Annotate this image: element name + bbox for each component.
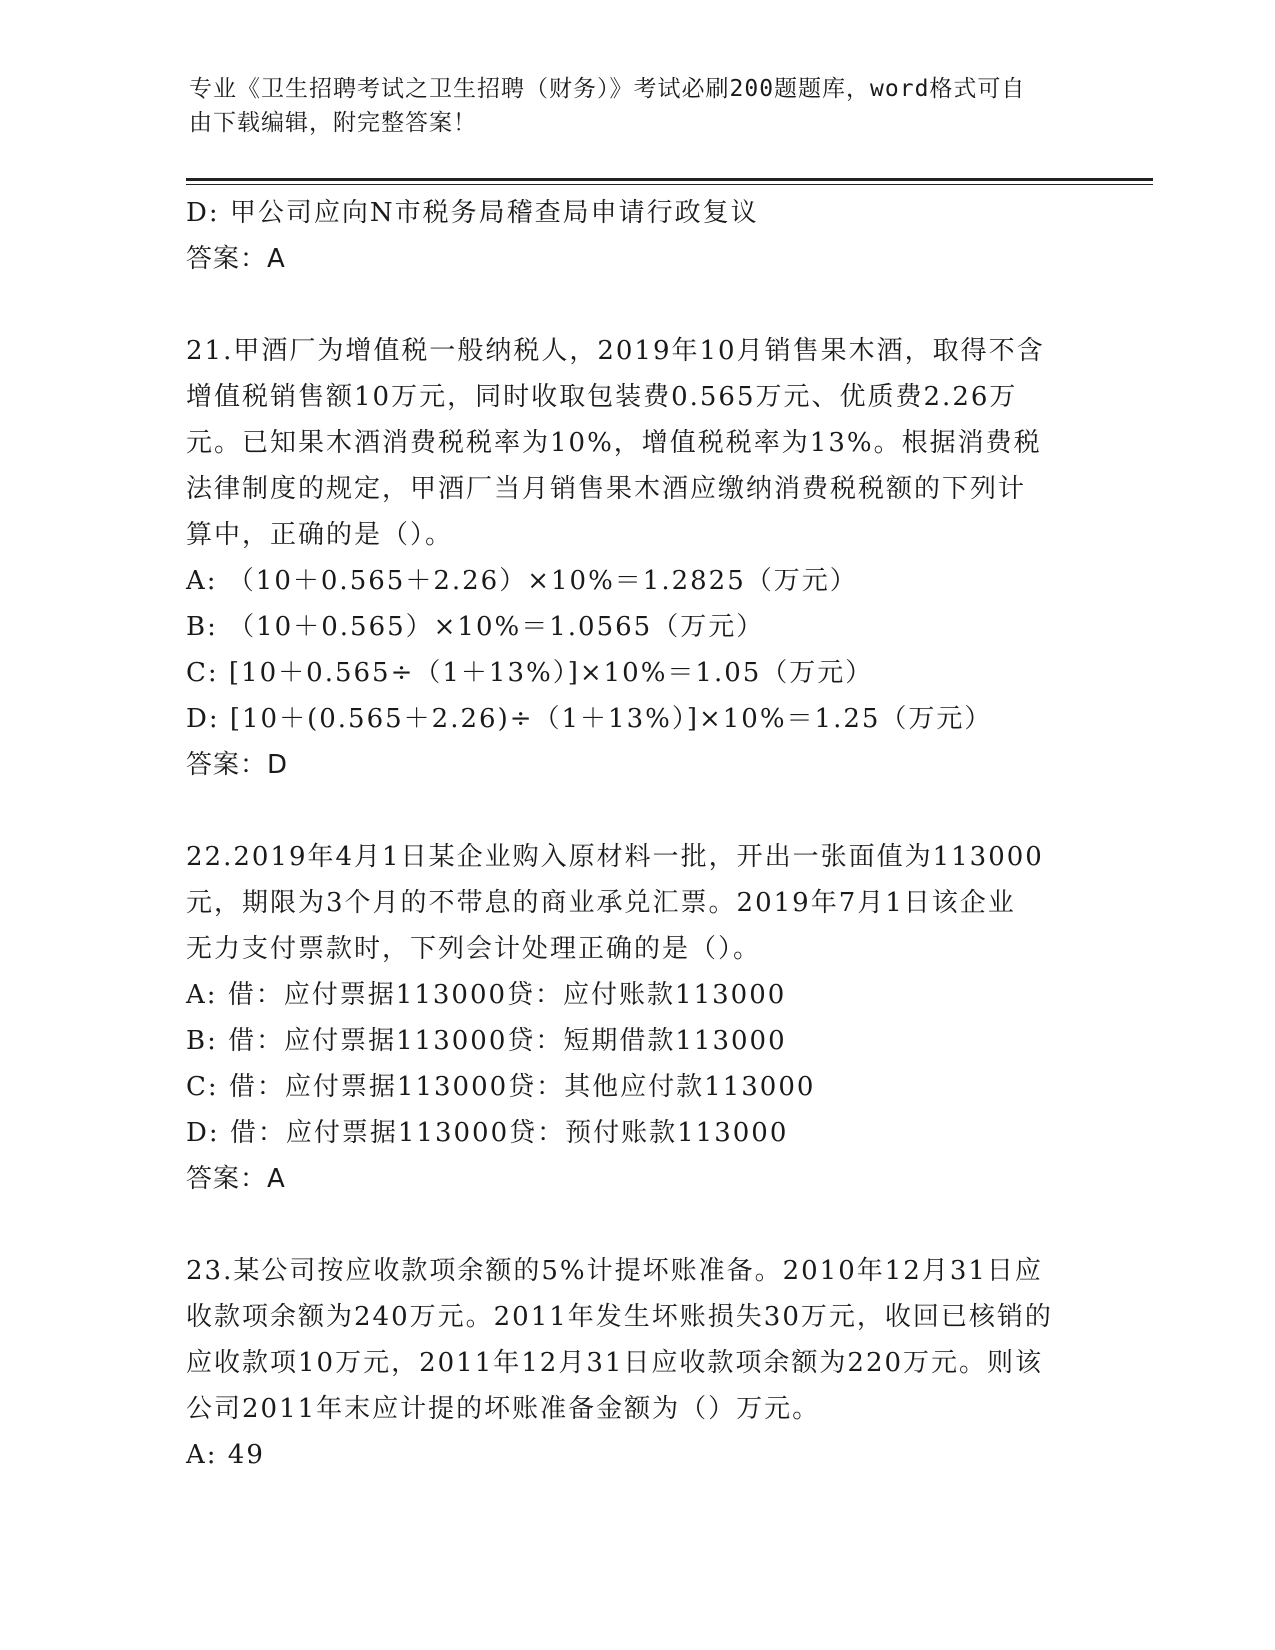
- option-b: B: （10＋0.565）×10%＝1.0565（万元）: [186, 612, 765, 642]
- prev-question-option-d: D: 甲公司应向N市税务局稽查局申请行政复议: [186, 198, 759, 228]
- question-21: [186, 328, 1086, 788]
- option-b: B: 借：应付票据113000贷：短期借款113000: [186, 1026, 787, 1056]
- spacer: [186, 282, 1086, 328]
- document-header: [189, 72, 1089, 140]
- question-23: [186, 1248, 1086, 1478]
- question-22: [186, 834, 1086, 1202]
- option-a: A: 49: [186, 1440, 265, 1470]
- question-content: [186, 190, 1086, 1478]
- question-stem-line: 元。已知果木酒消费税税率为10%，增值税税率为13%。根据消费税: [186, 428, 1042, 458]
- question-stem-line: 公司2011年末应计提的坏账准备金额为（）万元。: [186, 1394, 821, 1424]
- question-stem-line: 收款项余额为240万元。2011年发生坏账损失30万元，收回已核销的: [186, 1302, 1053, 1332]
- header-divider-thin: [186, 184, 1153, 185]
- option-c: C: 借：应付票据113000贷：其他应付款113000: [186, 1072, 816, 1102]
- question-stem-line: 元，期限为3个月的不带息的商业承兑汇票。2019年7月1日该企业: [186, 888, 1016, 918]
- question-stem-line: 法律制度的规定，甲酒厂当月销售果木酒应缴纳消费税税额的下列计: [186, 474, 1027, 504]
- header-divider-thick: [186, 178, 1153, 181]
- option-d: D: 借：应付票据113000贷：预付账款113000: [186, 1118, 789, 1148]
- question-stem-line: 22.2019年4月1日某企业购入原材料一批，开出一张面值为113000: [186, 842, 1044, 872]
- question-answer: 答案：A: [186, 1164, 286, 1194]
- option-c: C: [10＋0.565÷（1＋13%）]×10%＝1.05（万元）: [186, 658, 874, 688]
- option-a: A: （10＋0.565＋2.26）×10%＝1.2825（万元）: [186, 566, 858, 596]
- header-title-line-1: 专业《卫生招聘考试之卫生招聘（财务）》考试必刷200题题库，word格式可自: [189, 76, 1026, 102]
- option-d: D: [10＋(0.565＋2.26)÷（1＋13%）]×10%＝1.25（万元）: [186, 704, 993, 734]
- question-stem-line: 算中，正确的是（）。: [186, 520, 454, 550]
- spacer: [186, 788, 1086, 834]
- question-stem-line: 23.某公司按应收款项余额的5%计提坏账准备。2010年12月31日应: [186, 1256, 1043, 1286]
- question-stem-line: 无力支付票款时，下列会计处理正确的是（）。: [186, 934, 762, 964]
- question-stem-line: 21.甲酒厂为增值税一般纳税人，2019年10月销售果木酒，取得不含: [186, 336, 1045, 366]
- header-title-line-2: 由下载编辑，附完整答案！: [189, 110, 477, 136]
- prev-question-answer: 答案：A: [186, 244, 286, 274]
- option-a: A: 借：应付票据113000贷：应付账款113000: [186, 980, 787, 1010]
- question-stem-line: 增值税销售额10万元，同时收取包装费0.565万元、优质费2.26万: [186, 382, 1018, 412]
- question-answer: 答案：D: [186, 750, 289, 780]
- spacer: [186, 1202, 1086, 1248]
- question-stem-line: 应收款项10万元，2011年12月31日应收款项余额为220万元。则该: [186, 1348, 1044, 1378]
